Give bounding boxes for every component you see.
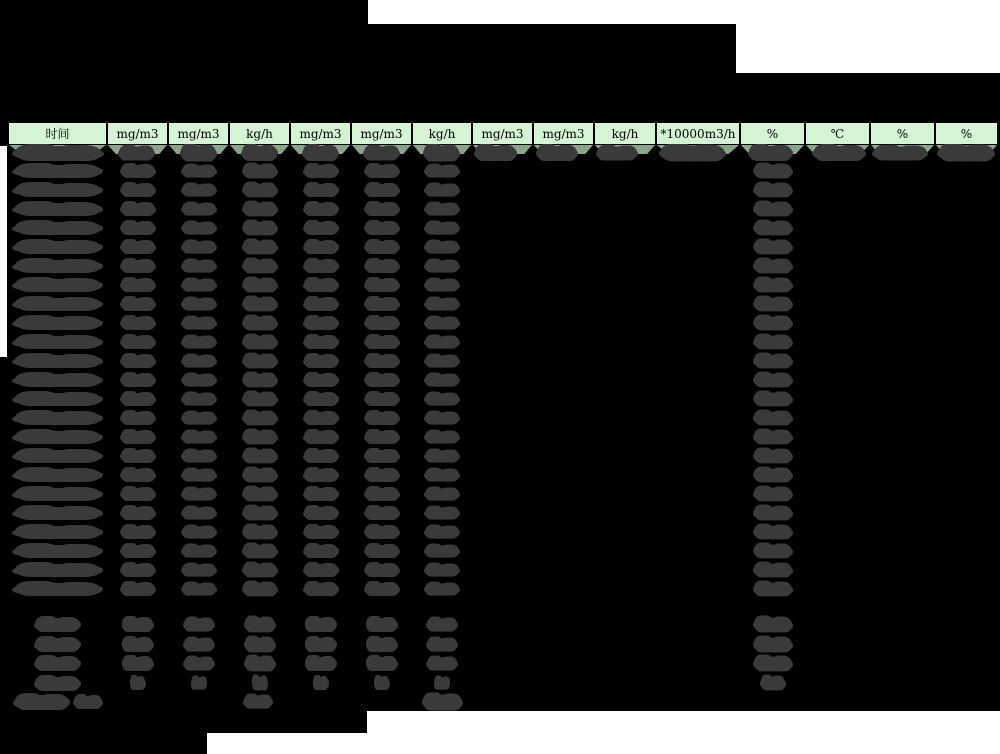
redacted-value-blob (752, 657, 792, 672)
redacted-value-blob (243, 695, 274, 708)
redacted-value-blob (426, 638, 459, 651)
redacted-value-blob (937, 146, 996, 162)
redacted-value-blob (752, 298, 792, 312)
redacted-value-blob (752, 393, 792, 407)
redacted-value-blob (364, 336, 400, 349)
redacted-value-blob (241, 431, 277, 445)
redacted-value-blob (752, 564, 792, 578)
redacted-value-blob (364, 165, 400, 178)
redacted-value-blob (364, 564, 400, 577)
redacted-value-blob (364, 526, 400, 539)
redacted-value-blob (424, 412, 461, 424)
redacted-value-blob (872, 146, 929, 160)
redacted-value-blob (303, 393, 339, 406)
redacted-value-blob (424, 241, 461, 253)
redacted-value-blob (752, 545, 792, 559)
redacted-value-blob (241, 355, 277, 369)
redacted-value-blob (752, 618, 792, 633)
redacted-value-blob (241, 488, 277, 502)
redacted-value-blob (364, 545, 400, 558)
redacted-value-blob (596, 146, 639, 160)
redacted-timestamp (12, 336, 103, 349)
redacted-timestamp (12, 355, 103, 368)
redacted-value-blob (364, 469, 400, 482)
redacted-value-blob (752, 469, 792, 483)
redacted-value-blob (303, 165, 339, 178)
redacted-value-blob (241, 393, 277, 407)
header-cell-13: % (871, 123, 934, 144)
redacted-value-blob (364, 222, 400, 235)
redacted-value-blob (752, 241, 792, 255)
redacted-row-label (34, 638, 81, 652)
redaction-block-bottom-step2 (0, 733, 207, 754)
redacted-row-label (34, 657, 81, 671)
redacted-value-blob (424, 336, 461, 348)
redacted-value-blob (241, 184, 277, 198)
redacted-value-blob (180, 564, 217, 576)
redacted-value-blob (364, 450, 400, 463)
redacted-value-blob (424, 279, 461, 291)
redacted-value-blob (180, 450, 217, 462)
redacted-value-blob (752, 431, 792, 445)
redacted-value-blob (120, 507, 156, 520)
redacted-value-blob (241, 526, 277, 540)
redacted-value-blob (120, 583, 156, 596)
redacted-timestamp (12, 222, 103, 235)
redacted-value-blob (303, 184, 339, 197)
redaction-block-title-left (0, 0, 368, 24)
redacted-value-blob (120, 488, 156, 501)
redacted-value-blob (752, 165, 792, 179)
redacted-value-blob (752, 222, 792, 236)
redacted-timestamp (12, 279, 103, 292)
redacted-value-blob (303, 412, 339, 425)
redacted-value-blob (424, 184, 461, 196)
redacted-value-blob (434, 677, 451, 689)
redacted-value-blob (180, 203, 217, 215)
redacted-value-blob (120, 336, 156, 349)
redacted-value-blob (426, 618, 459, 631)
redacted-value-blob (241, 545, 277, 559)
header-cell-1: mg/m3 (108, 123, 167, 144)
redacted-value-blob (180, 298, 217, 310)
redacted-value-blob (120, 241, 156, 254)
redacted-value-blob (374, 677, 390, 690)
redacted-timestamp (12, 165, 103, 178)
redacted-value-blob (303, 488, 339, 501)
redacted-value-blob (243, 657, 275, 672)
redacted-value-blob (120, 222, 156, 235)
redacted-value-blob (752, 638, 792, 653)
redacted-timestamp (12, 469, 103, 482)
redacted-value-blob (364, 431, 400, 444)
redacted-value-blob (303, 374, 339, 387)
redacted-value-blob (303, 450, 339, 463)
redacted-value-blob (303, 260, 339, 273)
redacted-value-blob (366, 618, 398, 632)
redacted-value-blob (303, 507, 339, 520)
redacted-value-blob (120, 393, 156, 406)
redacted-value-blob (364, 374, 400, 387)
redacted-value-blob (474, 146, 517, 161)
redacted-value-blob (305, 638, 337, 652)
redacted-timestamp (12, 507, 103, 520)
redacted-value-blob (364, 241, 400, 254)
redacted-value-blob (180, 279, 217, 291)
redacted-value-blob (752, 184, 792, 198)
redacted-value-blob (190, 677, 207, 689)
redacted-value-blob (120, 165, 156, 178)
header-cell-12: ℃ (806, 123, 869, 144)
redacted-value-blob (424, 507, 461, 519)
redacted-value-blob (364, 412, 400, 425)
redacted-value-blob (241, 564, 277, 578)
redaction-block-title-mid (0, 24, 736, 73)
redacted-value-blob (364, 203, 400, 216)
redacted-value-blob (424, 374, 461, 386)
redacted-value-blob (120, 298, 156, 311)
header-cell-11: % (741, 123, 804, 144)
redacted-value-blob (180, 355, 217, 367)
redacted-value-blob (122, 638, 154, 652)
redaction-block-body-upper (7, 146, 1000, 357)
redacted-value-blob (424, 431, 461, 443)
redacted-value-blob (752, 279, 792, 293)
redacted-value-blob (752, 450, 792, 464)
redacted-timestamp (12, 583, 103, 596)
redacted-value-blob (120, 317, 156, 330)
redacted-value-blob (424, 298, 461, 310)
header-cell-10: *10000m3/h (657, 123, 739, 144)
redacted-value-blob (424, 393, 461, 405)
redacted-timestamp (12, 203, 103, 216)
redacted-value-blob (424, 203, 461, 215)
header-cell-0: 时间 (9, 123, 106, 144)
redacted-value-blob (241, 469, 277, 483)
redacted-value-blob (182, 657, 215, 670)
redacted-value-blob (180, 241, 217, 253)
redacted-value-blob (180, 469, 217, 481)
redacted-value-blob (120, 564, 156, 577)
redacted-value-blob (120, 260, 156, 273)
redacted-value-blob (241, 374, 277, 388)
redaction-block-subtitle (0, 73, 1000, 122)
redacted-value-blob (180, 184, 217, 196)
redacted-value-blob (180, 583, 217, 595)
redacted-timestamp (12, 412, 103, 425)
redacted-timestamp (12, 298, 103, 311)
redacted-value-blob (241, 279, 277, 293)
header-cell-6: kg/h (413, 123, 471, 144)
header-cell-7: mg/m3 (473, 123, 532, 144)
redacted-value-blob (424, 450, 461, 462)
redacted-value-blob (424, 545, 461, 557)
redacted-value-blob (120, 355, 156, 368)
redacted-value-blob (364, 260, 400, 273)
header-cell-8: mg/m3 (534, 123, 593, 144)
redacted-value-blob (305, 618, 337, 632)
redacted-value-blob (180, 488, 217, 500)
redacted-value-blob (812, 146, 866, 161)
redacted-value-blob (241, 507, 277, 521)
redacted-footer-label (13, 695, 70, 710)
redacted-value-blob (241, 165, 277, 179)
redacted-value-blob (752, 374, 792, 388)
redacted-value-blob (364, 393, 400, 406)
redacted-value-blob (122, 618, 154, 632)
redacted-value-blob (303, 241, 339, 254)
redacted-value-blob (364, 355, 400, 368)
redacted-footer-label (73, 696, 103, 709)
redacted-value-blob (120, 545, 156, 558)
header-cell-4: mg/m3 (291, 123, 350, 144)
redacted-value-blob (303, 203, 339, 216)
redacted-value-blob (303, 431, 339, 444)
redacted-value-blob (752, 336, 792, 350)
redacted-value-blob (422, 695, 464, 711)
redacted-value-blob (243, 618, 275, 633)
redacted-value-blob (243, 638, 275, 653)
redacted-value-blob (363, 146, 401, 160)
redacted-value-blob (180, 260, 217, 272)
redacted-value-blob (752, 203, 792, 217)
header-cell-2: mg/m3 (169, 123, 228, 144)
redacted-value-blob (180, 374, 217, 386)
redacted-value-blob (130, 677, 146, 690)
redacted-value-blob (424, 260, 461, 272)
redacted-value-blob (364, 488, 400, 501)
redacted-value-blob (241, 241, 277, 255)
header-cell-14: % (936, 123, 997, 144)
redacted-value-blob (180, 165, 217, 177)
redacted-value-blob (366, 638, 398, 652)
redacted-value-blob (302, 146, 339, 161)
redacted-value-blob (241, 450, 277, 464)
redacted-value-blob (180, 222, 217, 234)
redacted-timestamp (12, 317, 103, 330)
redacted-value-blob (424, 355, 461, 367)
redacted-value-blob (364, 279, 400, 292)
redacted-timestamp (12, 184, 103, 197)
redacted-value-blob (748, 146, 793, 161)
redacted-timestamp (12, 450, 103, 463)
redacted-value-blob (424, 222, 461, 234)
redacted-timestamp (12, 146, 104, 161)
redacted-timestamp (12, 431, 103, 444)
redacted-value-blob (423, 146, 461, 162)
redacted-value-blob (752, 507, 792, 521)
redacted-timestamp (12, 564, 103, 577)
redacted-value-blob (759, 677, 785, 691)
redacted-value-blob (180, 393, 217, 405)
redacted-value-blob (120, 374, 156, 387)
redacted-value-blob (241, 298, 277, 312)
redaction-block-bottom-step1 (0, 711, 367, 733)
redacted-value-blob (303, 526, 339, 539)
redacted-value-blob (241, 260, 277, 274)
redacted-value-blob (241, 412, 277, 426)
redacted-value-blob (120, 412, 156, 425)
header-cell-3: kg/h (230, 123, 289, 144)
redacted-timestamp (12, 260, 103, 273)
redacted-value-blob (241, 222, 277, 236)
redacted-value-blob (364, 184, 400, 197)
redacted-value-blob (303, 545, 339, 558)
redacted-value-blob (241, 203, 277, 217)
redacted-value-blob (182, 638, 215, 651)
redacted-value-blob (424, 564, 461, 576)
redacted-value-blob (120, 526, 156, 539)
redacted-timestamp (12, 241, 103, 254)
redacted-value-blob (180, 317, 217, 329)
redacted-value-blob (180, 526, 217, 538)
redacted-value-blob (313, 677, 329, 690)
redacted-value-blob (251, 677, 267, 691)
redacted-value-blob (752, 488, 792, 502)
redacted-value-blob (180, 412, 217, 424)
redacted-value-blob (182, 618, 215, 631)
redacted-value-blob (303, 583, 339, 596)
redacted-value-blob (303, 469, 339, 482)
redacted-row-label (34, 677, 81, 691)
header-cell-9: kg/h (595, 123, 655, 144)
redacted-value-blob (122, 657, 154, 671)
redacted-value-blob (424, 488, 461, 500)
redacted-value-blob (120, 203, 156, 216)
redacted-value-blob (120, 431, 156, 444)
redacted-value-blob (424, 317, 461, 329)
redacted-value-blob (424, 583, 461, 595)
redacted-timestamp (12, 526, 103, 539)
redacted-value-blob (752, 355, 792, 369)
redacted-value-blob (120, 469, 156, 482)
redacted-value-blob (120, 184, 156, 197)
redacted-value-blob (180, 146, 218, 162)
redacted-value-blob (241, 146, 278, 161)
redacted-value-blob (303, 336, 339, 349)
redacted-value-blob (305, 657, 337, 671)
redacted-value-blob (180, 507, 217, 519)
redacted-value-blob (303, 298, 339, 311)
redacted-timestamp (12, 374, 103, 387)
redacted-value-blob (752, 583, 792, 597)
header-cell-5: mg/m3 (352, 123, 411, 144)
redacted-row-label (34, 618, 81, 632)
redacted-value-blob (752, 412, 792, 426)
redacted-value-blob (364, 317, 400, 330)
redacted-value-blob (426, 657, 459, 670)
redacted-value-blob (424, 165, 461, 177)
redacted-value-blob (180, 431, 217, 443)
redacted-timestamp (12, 488, 103, 501)
redacted-value-blob (752, 317, 792, 331)
redacted-value-blob (424, 526, 461, 538)
redacted-value-blob (303, 564, 339, 577)
redacted-value-blob (536, 146, 578, 161)
redacted-value-blob (303, 355, 339, 368)
redacted-value-blob (366, 657, 398, 671)
redacted-value-blob (241, 583, 277, 597)
redacted-value-blob (180, 545, 217, 557)
redacted-value-blob (364, 507, 400, 520)
redacted-timestamp (12, 393, 103, 406)
redacted-value-blob (364, 298, 400, 311)
redacted-value-blob (241, 317, 277, 331)
redacted-value-blob (241, 336, 277, 350)
redacted-value-blob (752, 260, 792, 274)
redacted-value-blob (364, 583, 400, 596)
redacted-value-blob (303, 317, 339, 330)
redacted-value-blob (303, 222, 339, 235)
redacted-value-blob (120, 450, 156, 463)
redacted-value-blob (752, 526, 792, 540)
redacted-value-blob (118, 146, 156, 160)
redacted-timestamp (12, 545, 103, 558)
redacted-value-blob (424, 469, 461, 481)
redacted-value-blob (303, 279, 339, 292)
redacted-value-blob (659, 146, 727, 162)
redacted-value-blob (120, 279, 156, 292)
redacted-value-blob (180, 336, 217, 348)
